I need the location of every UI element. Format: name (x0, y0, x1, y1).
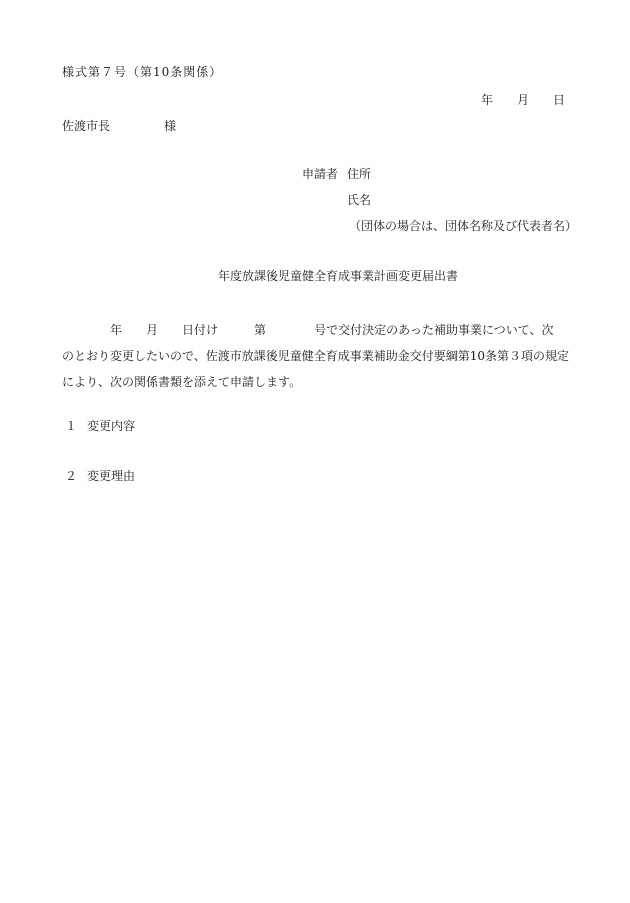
item-label: 変更内容 (87, 419, 136, 433)
item-number: １ (65, 419, 78, 433)
document-title: 年度放課後児童健全育成事業計画変更届出書 (218, 269, 459, 283)
applicant-label: 申請者 (302, 167, 339, 181)
body-line-1-rest: 号で交付決定のあった補助事業について、次 (314, 323, 554, 337)
date-day: 日 (553, 93, 566, 107)
date-year: 年 (481, 93, 494, 107)
body-line-3: により、次の関係書類を添えて申請します。 (62, 375, 302, 389)
applicant-name-label: 氏名 (347, 193, 372, 207)
body-paragraph (62, 317, 570, 395)
body-line-2: のとおり変更したいので、佐渡市放課後児童健全育成事業補助金交付要綱第10条第３項の規定 (62, 349, 570, 363)
item-label: 変更理由 (87, 469, 136, 483)
applicant-address-label: 住所 (347, 167, 372, 181)
date-month: 月 (517, 93, 530, 107)
item-change-content (65, 418, 135, 434)
item-number: ２ (65, 469, 78, 483)
body-year: 年 (110, 323, 123, 337)
item-change-reason (65, 468, 135, 484)
date-line (481, 92, 565, 108)
addressee (62, 118, 176, 134)
addressee-name: 佐渡市長 (62, 119, 111, 133)
addressee-honorific: 様 (164, 119, 177, 133)
body-dai: 第 (254, 323, 267, 337)
applicant-note: （団体の場合は、団体名称及び代表者名） (349, 219, 578, 233)
form-number: 様式第７号（第10条関係） (62, 65, 223, 79)
body-month: 月 (146, 323, 159, 337)
body-line-1 (62, 317, 566, 343)
body-dated: 日付け (182, 323, 219, 337)
